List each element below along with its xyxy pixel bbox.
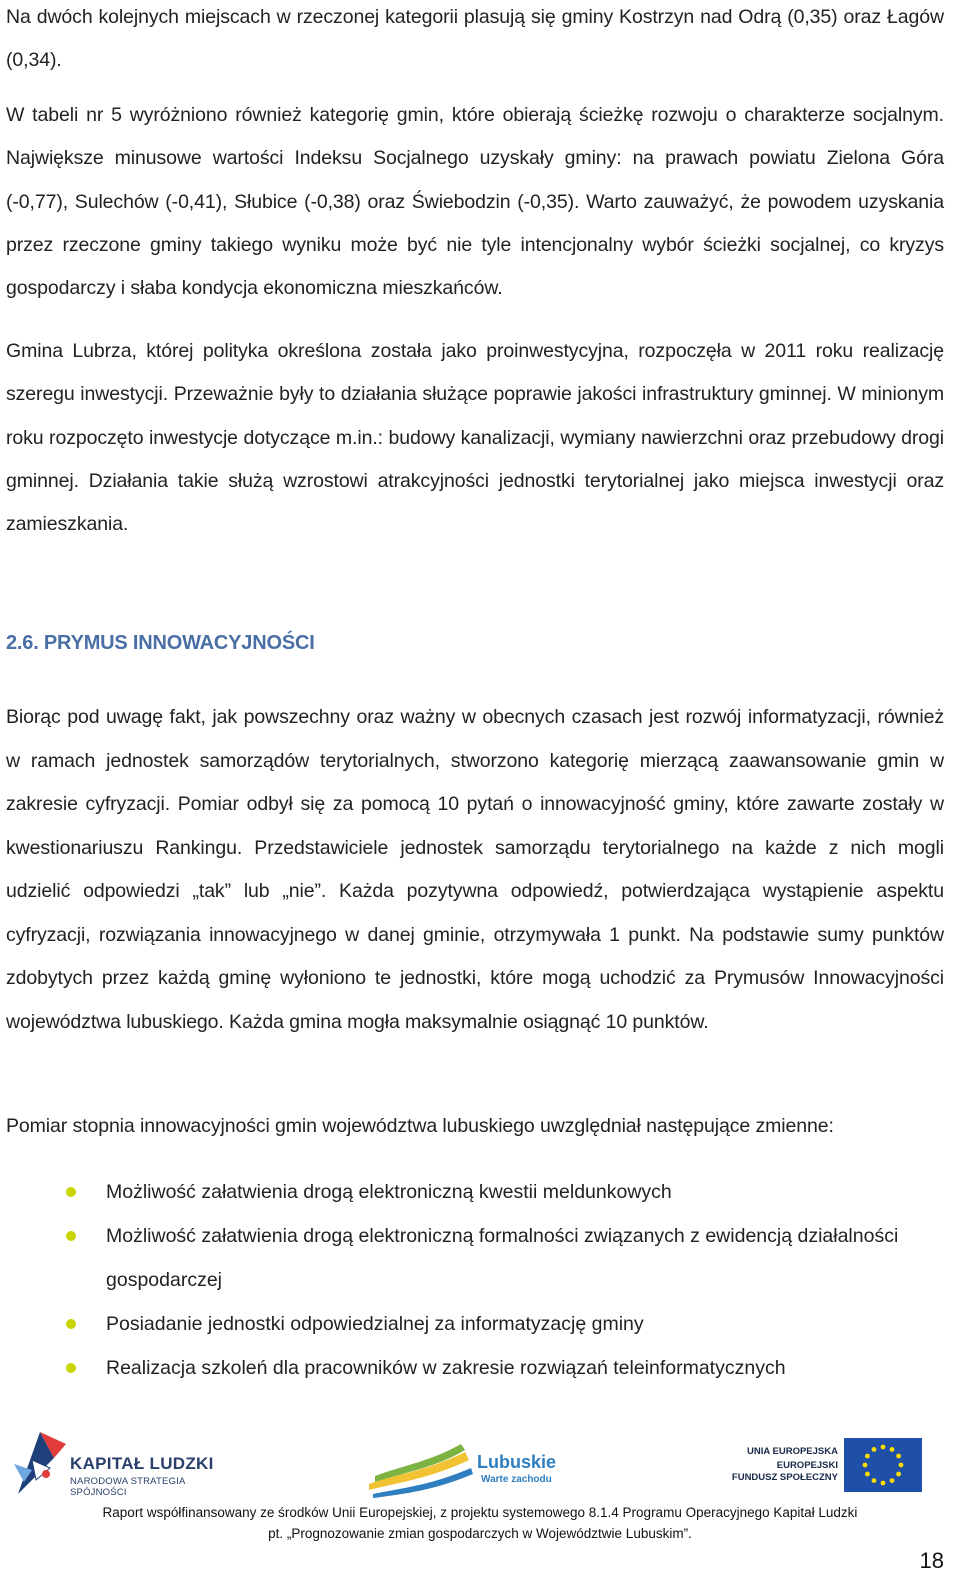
paragraph-indeks-socjalny: W tabeli nr 5 wyróżniono również kategorię gmin, które obierają ścieżkę rozwoju o charakterze socjalnym. Największe minusowe wartości Indeksu Socjalnego uzyskały gminy: na prawach powiatu Zielona Góra (-0,77), Sulechów (-0,41), Słubice (-0,38) oraz Świebodzin (-0,35). Warto zauważyć, że powodem uzyskania przez rzeczone gminy takiego wyniku może być nie tyle intencjonalny wybór ścieżki socjalnej, co kryzys gospodarczy i słaba kondycja ekonomiczna mieszkańców. xyxy=(6,104,944,300)
section-title: PRYMUS INNOWACYJNOŚCI xyxy=(43,632,315,654)
eu-line-3: FUNDUSZ SPOŁECZNY xyxy=(731,1472,838,1483)
footer-line-1: Raport współfinansowany ze środków Unii Europejskiej, z projektu systemowego 8.1.4 Programu Operacyjnego Kapitał Ludzki xyxy=(102,1505,858,1520)
section-number: 2.6. xyxy=(6,632,39,654)
lubuskie-subtitle: Warte zachodu xyxy=(481,1474,552,1485)
paragraph-gmina-lubrza: Gmina Lubrza, której polityka określona została jako proinwestycyjna, rozpoczęła w 2011 roku realizację szeregu inwestycji. Przeważnie były to działania służące poprawie jakości infrastruktury gminnej. W minionym roku rozpoczęto inwestycje dotyczące m.in.: budowy kanalizacji, wymiany nawierzchni oraz przebudowy drogi gminnej. Działania takie służą wzrostowi atrakcyjności jednostki terytorialnej jako miejsca inwestycji oraz zamieszkania. xyxy=(6,340,944,536)
bullet-icon xyxy=(66,1363,76,1373)
footer-logos xyxy=(0,1420,960,1502)
section-heading xyxy=(6,632,315,655)
paragraph-gminy-kostrzyn: Na dwóch kolejnych miejscach w rzeczonej kategorii plasują się gminy Kostrzyn nad Odrą (0,35) oraz Łagów (0,34). xyxy=(6,6,944,72)
paragraph-zmienne-intro: Pomiar stopnia innowacyjności gmin województwa lubuskiego uwzględniał następujące zmienne: xyxy=(6,1115,834,1137)
eu-line-2: EUROPEJSKI xyxy=(776,1460,838,1471)
lubuskie-title: Lubuskie xyxy=(477,1452,557,1472)
footer-note xyxy=(0,1502,960,1544)
list-item: Posiadanie jednostki odpowiedzialnej za informatyzację gminy xyxy=(0,1302,944,1346)
paragraph-cyfryzacja: Biorąc pod uwagę fakt, jak powszechny oraz ważny w obecnych czasach jest rozwój informatyzacji, również w ramach jednostek samorządów terytorialnych, stworzono kategorię mierzącą zaawansowanie gmin w zakresie cyfryzacji. Pomiar odbył się za pomocą 10 pytań o innowacyjność gminy, które zawarte zostały w kwestionariuszu Rankingu. Przedstawiciele jednostek samorządu terytorialnego na każde z nich mogli udzielić odpowiedzi „tak” lub „nie”. Każda pozytywna odpowiedź, potwierdzająca wystąpienie aspektu cyfryzacji, rozwiązania innowacyjnego w danej gminie, otrzymywała 1 punkt. Na podstawie sumy punktów zdobytych przez każdą gminę wyłoniono te jednostki, które mogą uchodzić za Prymusów Innowacyjności województwa lubuskiego. Każda gmina mogła maksymalnie osiągnąć 10 punktów. xyxy=(6,706,944,1033)
eu-flag-icon xyxy=(844,1438,922,1492)
bullet-icon xyxy=(66,1231,76,1241)
bullet-icon xyxy=(66,1187,76,1197)
bullet-icon xyxy=(66,1319,76,1329)
list-item: Możliwość załatwienia drogą elektroniczną kwestii meldunkowych xyxy=(0,1170,944,1214)
eu-line-1: UNIA EUROPEJSKA xyxy=(747,1446,838,1457)
page-number: 18 xyxy=(919,1548,944,1573)
list-item: Możliwość załatwienia drogą elektroniczną formalności związanych z ewidencją działalności gospodarczej xyxy=(0,1214,944,1302)
kapital-ludzki-emblem-icon xyxy=(10,1424,70,1500)
list-item: Realizacja szkoleń dla pracowników w zakresie rozwiązań teleinformatycznych xyxy=(0,1346,944,1390)
lubuskie-wave-icon xyxy=(365,1438,475,1498)
kapital-ludzki-subtitle: NARODOWA STRATEGIA SPÓJNOŚCI xyxy=(70,1476,185,1498)
kapital-ludzki-title: KAPITAŁ LUDZKI xyxy=(70,1454,214,1473)
eu-logo xyxy=(718,1426,940,1498)
footer-line-2: pt. „Prognozowanie zmian gospodarczych w Województwie Lubuskim”. xyxy=(268,1526,692,1541)
kapital-ludzki-logo xyxy=(10,1424,240,1500)
variables-list xyxy=(0,1170,950,1390)
lubuskie-logo xyxy=(365,1438,565,1504)
